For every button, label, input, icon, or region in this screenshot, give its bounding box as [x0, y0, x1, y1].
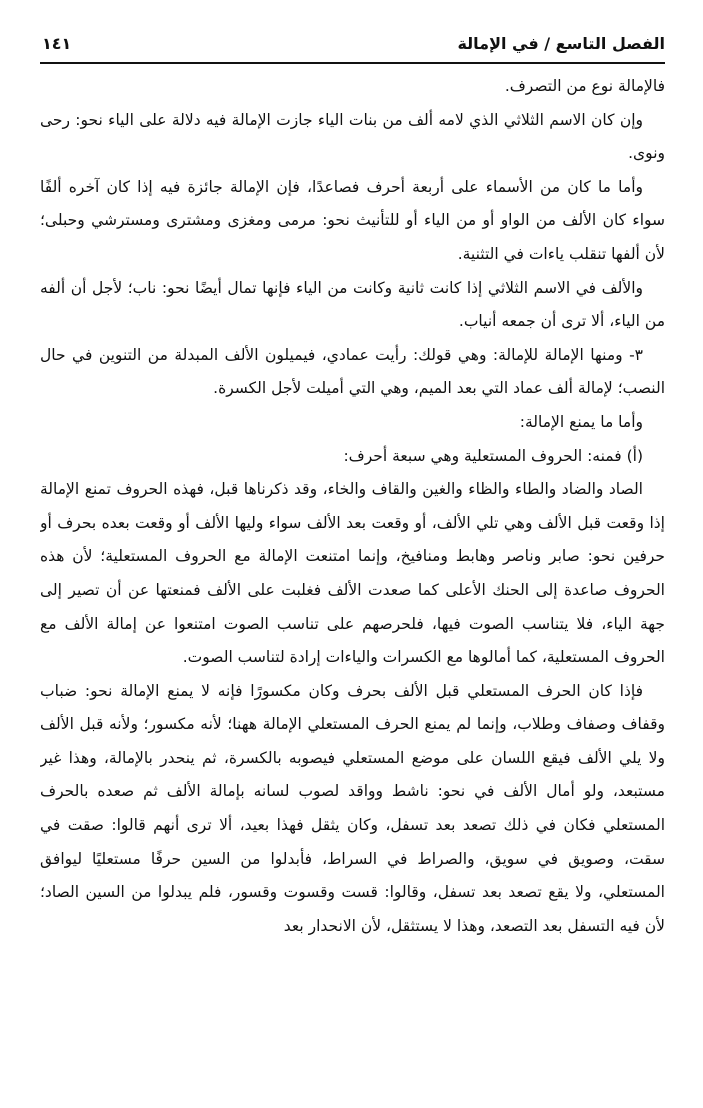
paragraph: فالإمالة نوع من التصرف. [504, 77, 665, 95]
paragraph: والألف في الاسم الثلاثي إذا كانت ثانية وكانت من الياء فإنها تمال أيضًا نحو: ناب؛ لأجل أن ألفه من الياء، ألا ترى أن جمعه أنياب. [40, 278, 665, 331]
paragraph: وأما ما كان من الأسماء على أربعة أحرف فصاعدًا، فإن الإمالة جائزة فيه إذا كان آخره ألفًا سواء كان الألف من الواو أو من الياء أو للتأنيث نحو: مرمى ومغزى ومشترى ومسترشي وحبلى؛ لأن ألفها تنقلب ياءات في التثنية. [40, 177, 665, 263]
page-header [40, 30, 665, 62]
paragraph: فإذا كان الحرف المستعلي قبل الألف بحرف وكان مكسورًا فإنه لا يمنع الإمالة نحو: ضباب وقفاف وصفاف وطلاب، وإنما لم يمنع الحرف المستعلي الإمالة ههنا؛ لأنه مكسور؛ ولأنه قبل الألف ولا يلي الألف فيقع اللسان على موضع المستعلي فيصوبه بالكسرة، ثم ينحدر بالإمالة، وهذا غير مستبعد، ولو أمال الألف في نحو: ناشط وواقد لصوب لسانه بإمالة الألف ثم صعده بالحرف المستعلي فكان في ذلك تصعد بعد تسفل، وكان يثقل فهذا بعيد، ألا ترى أنهم قالوا: صقت في سقت، وصويق في سويق، والصراط في السراط، فأبدلوا من السين حرفًا مستعليًا ليوافق المستعلي، ولا يقع تصعد بعد تسفل، وقالوا: قست وقسوت وقسور، فلم يبدلوا من السين الصاد؛ لأن فيه التسفل بعد التصعد، وهذا لا يستثقل، لأن الانحدار بعد [40, 681, 665, 935]
sub-heading: (أ) فمنه: الحروف المستعلية وهي سبعة أحرف: [343, 446, 643, 465]
running-title: الفصل التاسع / في الإمالة [457, 34, 665, 53]
header-rule [40, 62, 665, 64]
page-number: ١٤١ [42, 34, 72, 53]
book-page [40, 30, 665, 1090]
paragraph: وإن كان الاسم الثلاثي الذي لامه ألف من بنات الياء جازت الإمالة فيه دلالة على الياء نحو: رحى ونوى. [40, 110, 665, 163]
paragraph-numbered-item: ٣- ومنها الإمالة للإمالة: وهي قولك: رأيت عمادي، فيميلون الألف المبدلة من التنوين في حال النصب؛ لإمالة ألف عماد التي بعد الميم، وهي التي أميلت لأجل الكسرة. [40, 345, 665, 398]
body-text [40, 70, 665, 943]
section-heading: وأما ما يمنع الإمالة: [519, 412, 643, 431]
paragraph: الصاد والضاد والطاء والظاء والغين والقاف والخاء، وقد ذكرناها قبل، فهذه الحروف تمنع الإمالة إذا وقعت قبل الألف وهي تلي الألف، أو وقعت بعد الألف سواء وليها الألف أو وقعت بعده بحرف أو حرفين نحو: صابر وناصر وهابط ومنافيخ، وإنما امتنعت الإمالة مع الحروف المستعلية؛ لأن هذه الحروف صاعدة إلى الحنك الأعلى كما صعدت الألف فغلبت على الألف فمنعتها عن أن تصير إلى جهة الياء، فلا يتناسب الصوت فيها، فلحرصهم على تناسب الصوت امتنعوا عن إمالة الألف مع الحروف المستعلية، كما أمالوها مع الكسرات والياءات إرادة لتناسب الصوت. [40, 480, 665, 667]
